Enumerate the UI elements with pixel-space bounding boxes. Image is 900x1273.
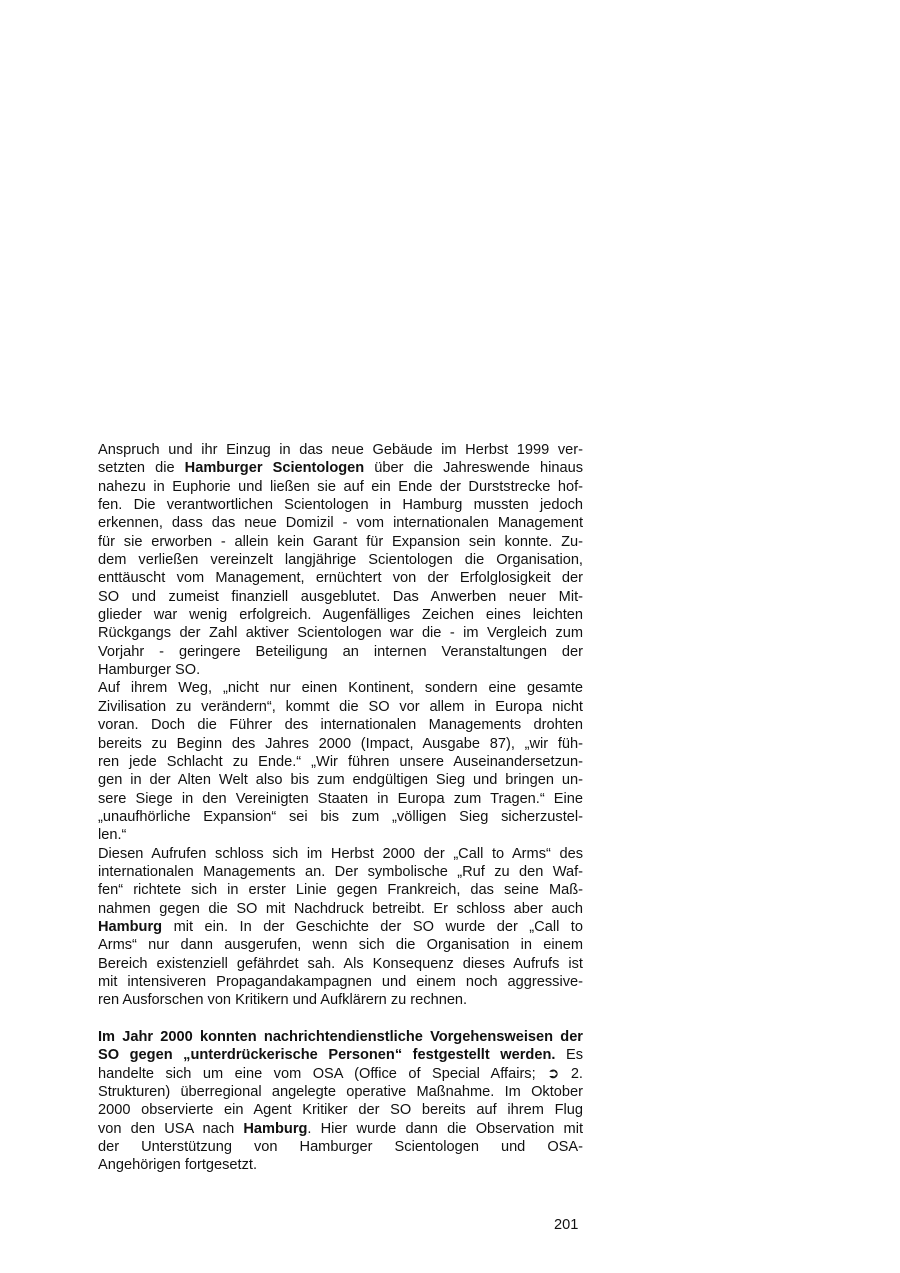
text-line: bereits zu Beginn des Jahres 2000 (Impact, Ausgabe 87), „wir füh- xyxy=(98,735,583,752)
text-line: sere Siege in den Vereinigten Staaten in Europa zum Tragen.“ Eine xyxy=(98,790,583,807)
text-line: nahezu in Euphorie und ließen sie auf ein Ende der Durststrecke hof- xyxy=(98,478,583,495)
text-fragment: setzten die xyxy=(98,460,175,477)
text-line: ren Ausforschen von Kritikern und Aufklärern zu rechnen. xyxy=(98,992,468,1009)
emphasis-heading-line: Im Jahr 2000 konnten nachrichtendienstliche Vorgehensweisen der xyxy=(98,1029,583,1045)
text-line: internationalen Managements an. Der symbolische „Ruf zu den Waf- xyxy=(98,863,583,880)
text-line: Anspruch und ihr Einzug in das neue Gebäude im Herbst 1999 ver- xyxy=(98,442,583,458)
paragraph-4 xyxy=(98,1028,583,1175)
text-line: fen. Die verantwortlichen Scientologen in Hamburg mussten jedoch xyxy=(98,497,583,514)
emphasis-heading-continued: SO gegen „unterdrückerische Personen“ festgestellt werden. xyxy=(98,1047,556,1064)
emphasis-hamburg: Hamburg xyxy=(243,1120,308,1137)
text-line: Rückgangs der Zahl aktiver Scientologen war die - im Vergleich zum xyxy=(98,625,583,642)
text-line: dem verließen vereinzelt langjährige Scientologen die Organisation, xyxy=(98,552,583,569)
paragraph-spacer xyxy=(98,1010,583,1028)
text-line: „unaufhörliche Expansion“ sei bis zum „völligen Sieg sicherzustel- xyxy=(98,808,583,825)
text-line xyxy=(98,1046,583,1064)
text-line: mit intensiveren Propagandakampagnen und einem noch aggressive- xyxy=(98,973,583,990)
text-line: glieder war wenig erfolgreich. Augenfälliges Zeichen eines leichten xyxy=(98,607,583,624)
text-line: 2000 observierte ein Agent Kritiker der SO bereits auf ihrem Flug xyxy=(98,1102,583,1119)
text-line: Vorjahr - geringere Beteiligung an internen Veranstaltungen der xyxy=(98,643,583,660)
text-fragment: von den USA nach xyxy=(98,1120,235,1137)
text-line: len.“ xyxy=(98,827,127,844)
text-fragment: mit ein. In der Geschichte der SO wurde der „Call to xyxy=(173,918,583,935)
text-line: Bereich existenziell gefährdet sah. Als Konsequenz dieses Aufrufs ist xyxy=(98,955,583,972)
text-line: Arms“ nur dann ausgerufen, wenn sich die Organisation in einem xyxy=(98,937,583,954)
text-line: nahmen gegen die SO mit Nachdruck betreibt. Er schloss aber auch xyxy=(98,900,583,917)
text-line: gen in der Alten Welt also bis zum endgültigen Sieg und bringen un- xyxy=(98,772,583,789)
text-line: für sie erworben - allein kein Garant für Expansion sein konnte. Zu- xyxy=(98,533,583,550)
text-line: Hamburger SO. xyxy=(98,662,201,679)
text-line: Auf ihrem Weg, „nicht nur einen Kontinent, sondern eine gesamte xyxy=(98,680,583,697)
text-line: ren jede Schlacht zu Ende.“ „Wir führen unsere Auseinandersetzun- xyxy=(98,753,583,770)
paragraph-2 xyxy=(98,679,583,844)
paragraph-3 xyxy=(98,845,583,1010)
text-fragment: . Hier wurde dann die Observation mit xyxy=(307,1120,583,1137)
text-line: Strukturen) überregional angelegte operative Maßnahme. Im Oktober xyxy=(98,1084,583,1101)
text-fragment: Es xyxy=(565,1047,583,1064)
text-line xyxy=(98,1120,583,1138)
page-number: 201 xyxy=(554,1217,579,1233)
text-line: Diesen Aufrufen schloss sich im Herbst 2000 der „Call to Arms“ des xyxy=(98,845,583,862)
text-line: Angehörigen fortgesetzt. xyxy=(98,1157,258,1174)
text-fragment: über die Jahreswende hinaus xyxy=(374,460,583,477)
emphasis-hamburg: Hamburg xyxy=(98,918,163,935)
emphasis-hamburger-scientologen: Hamburger Scientologen xyxy=(184,460,365,477)
text-line: handelte sich um eine vom OSA (Office of Special Affairs; ➲ 2. xyxy=(98,1065,583,1082)
text-line xyxy=(98,918,583,936)
text-line: SO und zumeist finanziell ausgeblutet. Das Anwerben neuer Mit- xyxy=(98,588,583,605)
text-line: der Unterstützung von Hamburger Scientologen und OSA- xyxy=(98,1139,583,1156)
text-line: voran. Doch die Führer des internationalen Managements drohten xyxy=(98,717,583,734)
text-line: Zivilisation zu verändern“, kommt die SO vor allem in Europa nicht xyxy=(98,698,583,715)
text-line xyxy=(98,459,583,477)
document-body xyxy=(98,441,583,1175)
paragraph-1 xyxy=(98,441,583,679)
text-line: fen“ richtete sich in erster Linie gegen Frankreich, das seine Maß- xyxy=(98,882,583,899)
text-line: erkennen, dass das neue Domizil - vom internationalen Management xyxy=(98,515,583,532)
text-line: enttäuscht vom Management, ernüchtert von der Erfolglosigkeit der xyxy=(98,570,583,587)
